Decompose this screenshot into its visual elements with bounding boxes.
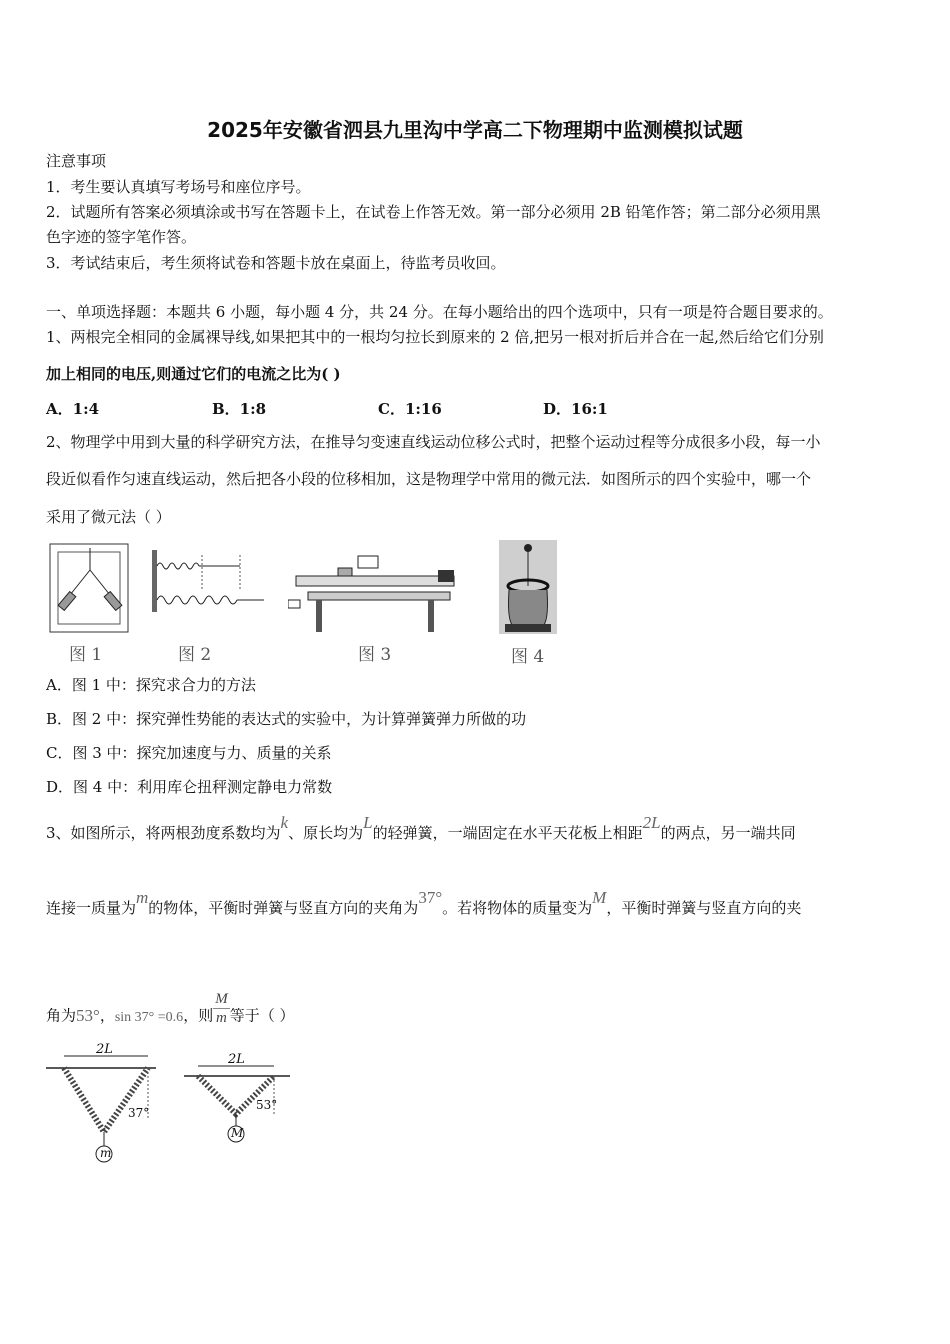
math-k: k	[280, 813, 289, 832]
q2-text: 采用了微元法（ ）	[46, 508, 171, 526]
q3-text: 。若将物体的质量变为	[442, 899, 593, 917]
math-37deg: 37°	[418, 888, 443, 907]
math-m: m	[136, 888, 149, 907]
figure-1-force-table	[48, 542, 130, 634]
q3-text: 的两点，另一端共同	[660, 824, 796, 842]
q1-text: 1、两根完全相同的金属裸导线,如果把其中的一根均匀拉长到原来的 2 倍,把另一根对折后并合在一起,然后给它们分别	[46, 328, 824, 346]
q3-text: ，	[99, 1006, 115, 1025]
q3-text-line3	[46, 991, 295, 1035]
q2-option-c: C．图 3 中：探究加速度与力、质量的关系	[46, 744, 332, 762]
span-label: 2L	[96, 1042, 113, 1057]
q2-option-d: D．图 4 中：利用库仑扭秤测定静电力常数	[46, 778, 333, 796]
q2-option-b: B．图 2 中：探究弹性势能的表达式的实验中，为计算弹簧弹力所做的功	[46, 710, 527, 728]
q1-text: 加上相同的电压,则通过它们的电流之比为( )	[46, 365, 341, 383]
q3-text: 的轻弹簧，一端固定在水平天花板上相距	[372, 824, 643, 842]
q3-text: 连接一质量为	[46, 899, 137, 917]
math-L: L	[363, 813, 373, 832]
q2-option-a: A．图 1 中：探究求合力的方法	[46, 676, 256, 694]
notice-item: 3．考试结束后，考生须将试卷和答题卡放在桌面上，待监考员收回。	[46, 254, 506, 272]
q3-text: ，平衡时弹簧与竖直方向的夹	[606, 899, 802, 917]
q1-option-d: D．16:1	[543, 400, 608, 418]
math-fraction-M-over-m	[213, 990, 230, 1027]
q2-text: 2、物理学中用到大量的科学研究方法，在推导匀变速直线运动位移公式时，把整个运动过程等分成很多小段，每一小	[46, 433, 821, 451]
q3-text: 、原长均为	[288, 824, 364, 842]
q3-figure-left	[46, 1042, 166, 1170]
math-2L: 2L	[642, 813, 661, 832]
q1-option-c: C．1:16	[378, 400, 442, 418]
mass-label: M	[231, 1126, 244, 1140]
figure-3-air-track	[288, 548, 468, 634]
q3-text: 等于（ ）	[229, 1006, 295, 1025]
figure-4-torsion-balance	[499, 540, 557, 634]
q2-text: 段近似看作匀速直线运动，然后把各小段的位移相加，这是物理学中常用的微元法．如图所示的四个实验中，哪一个	[46, 470, 812, 488]
figure-2-label: 图 2	[178, 645, 212, 665]
section-heading: 一、单项选择题：本题共 6 小题，每小题 4 分，共 24 分。在每小题给出的四个选项中，只有一项是符合题目要求的。	[46, 303, 833, 321]
figure-2-spring	[152, 550, 270, 616]
angle-label: 37°	[128, 1106, 150, 1120]
q3-text: 3、如图所示，将两根劲度系数均为	[46, 824, 281, 842]
mass-label: m	[100, 1146, 112, 1160]
math-53deg: 53°	[76, 1005, 100, 1025]
page-title: 2025年安徽省泗县九里沟中学高二下物理期中监测模拟试题	[207, 118, 743, 142]
q1-option-b: B．1:8	[212, 400, 267, 418]
figure-1-label: 图 1	[69, 645, 103, 665]
math-sin37: sin 37° =0.6	[114, 1009, 184, 1025]
q3-text: 角为	[46, 1006, 77, 1025]
fraction-denominator: m	[216, 1010, 227, 1026]
q3-figure-right	[184, 1052, 294, 1152]
notice-heading: 注意事项	[46, 152, 107, 170]
q3-text: 的物体，平衡时弹簧与竖直方向的夹角为	[148, 899, 419, 917]
notice-item: 2．试题所有答案必须填涂或书写在答题卡上，在试卷上作答无效。第一部分必须用 2B 铅笔作答；第二部分必须用黑	[46, 203, 821, 221]
q3-text-line2	[46, 888, 802, 918]
figure-3-label: 图 3	[358, 645, 392, 665]
math-M: M	[592, 888, 607, 907]
q3-text-line1	[46, 813, 796, 843]
notice-item: 色字迹的签字笔作答。	[46, 228, 197, 246]
notice-item: 1．考生要认真填写考场号和座位序号。	[46, 178, 311, 196]
span-label: 2L	[228, 1052, 245, 1067]
q1-option-a: A．1:4	[46, 400, 100, 418]
figure-4-label: 图 4	[511, 647, 545, 667]
q3-text: ，则	[183, 1006, 214, 1025]
fraction-numerator: M	[215, 991, 228, 1007]
angle-label: 53°	[256, 1098, 278, 1112]
